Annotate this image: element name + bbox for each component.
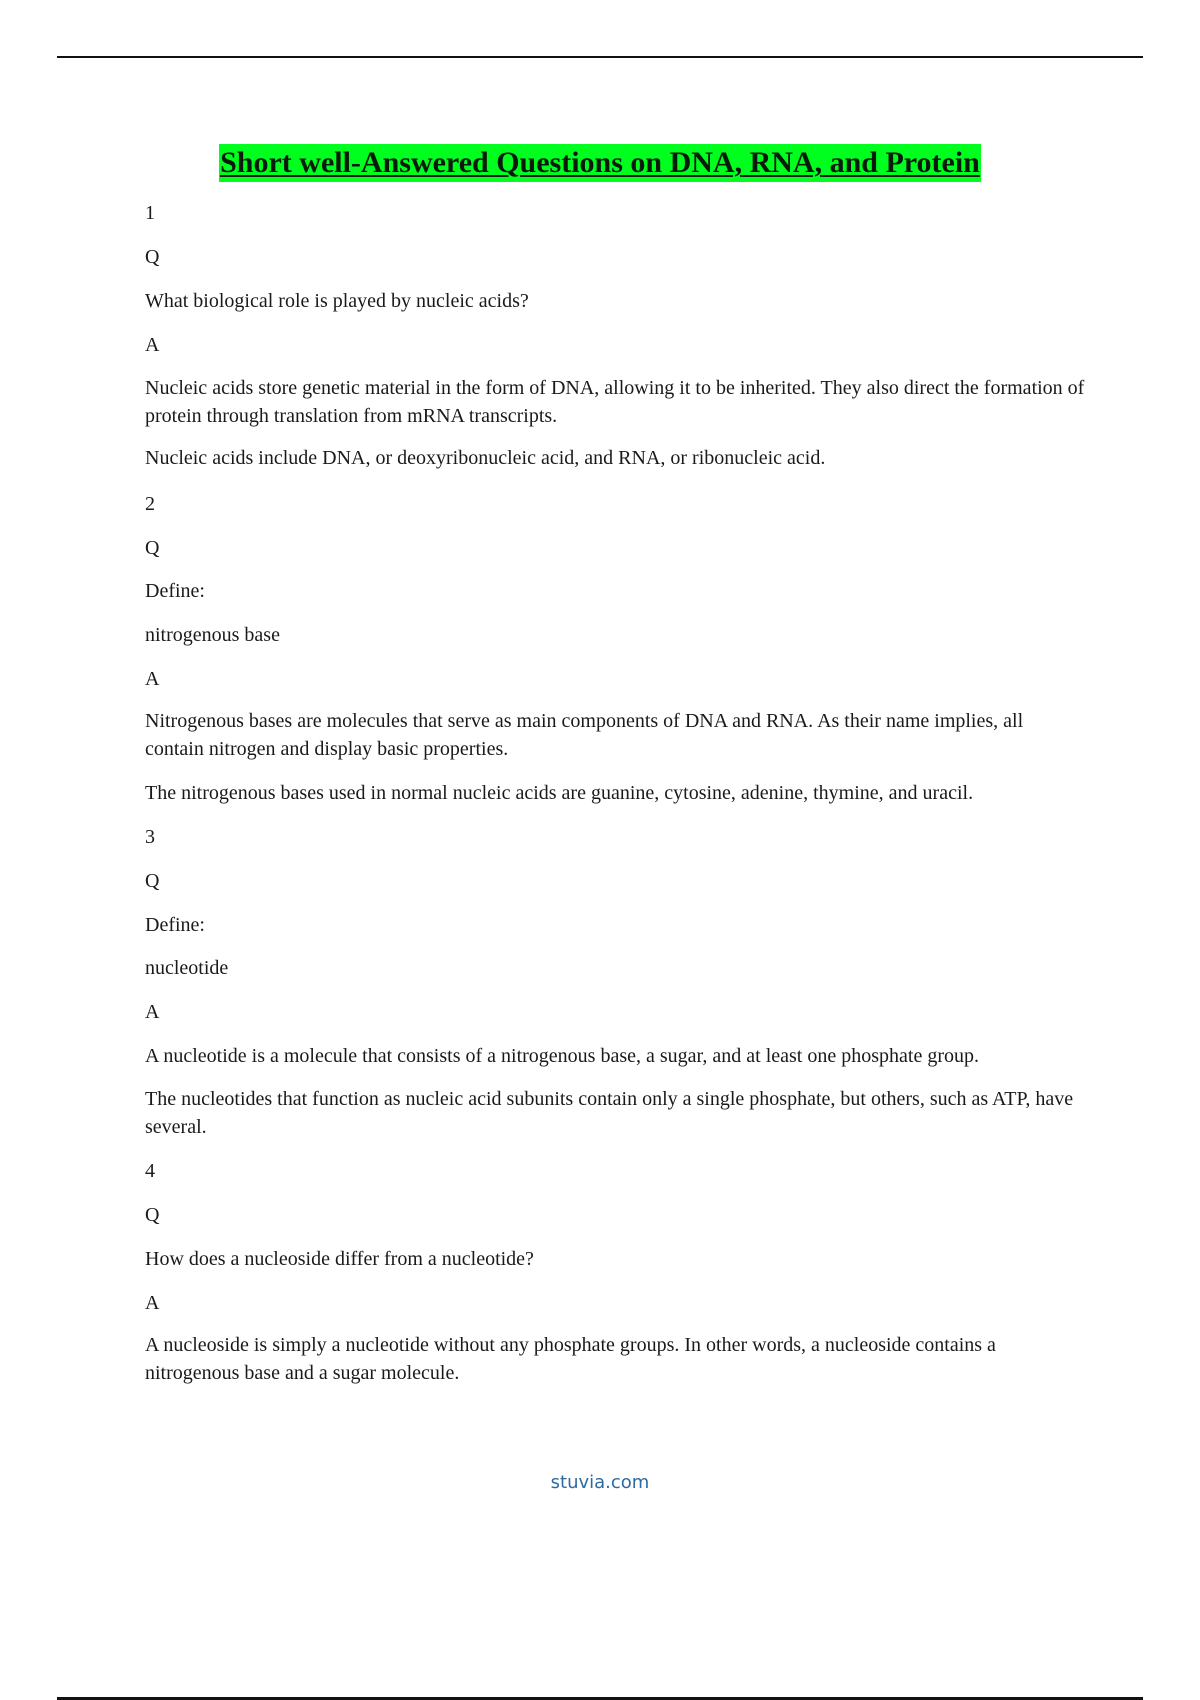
answer-label: A	[145, 1001, 160, 1023]
question-label: Q	[145, 246, 160, 268]
question-label: Q	[145, 870, 160, 892]
question-number: 1	[145, 202, 155, 224]
answer-paragraph: A nucleotide is a molecule that consists of a nitrogenous base, a sugar, and at least one phosphate group.	[145, 1045, 979, 1067]
question-number: 2	[145, 493, 155, 515]
answer-label: A	[145, 668, 160, 690]
question-text: Define:	[145, 914, 205, 936]
question-text: What biological role is played by nucleic acids?	[145, 290, 529, 312]
question-number: 4	[145, 1160, 155, 1182]
question-term: nitrogenous base	[145, 624, 280, 646]
answer-paragraph: The nitrogenous bases used in normal nucleic acids are guanine, cytosine, adenine, thymine, and uracil.	[145, 782, 974, 804]
answer-paragraph: Nucleic acids include DNA, or deoxyribonucleic acid, and RNA, or ribonucleic acid.	[145, 447, 826, 469]
page-title: Short well-Answered Questions on DNA, RNA, and Protein	[219, 144, 981, 182]
title-container	[0, 144, 1200, 182]
question-label: Q	[145, 537, 160, 559]
watermark-link[interactable]: stuvia.com	[550, 1472, 650, 1493]
answer-paragraph: Nucleic acids store genetic material in the form of DNA, allowing it to be inherited. They also direct the formation of protein through translation from mRNA transcripts.	[145, 377, 1085, 427]
question-text: Define:	[145, 580, 205, 602]
answer-label: A	[145, 1292, 160, 1314]
answer-paragraph: Nitrogenous bases are molecules that serve as main components of DNA and RNA. As their name implies, all contain nitrogen and display basic properties.	[145, 710, 1024, 760]
answer-label: A	[145, 334, 160, 356]
question-number: 3	[145, 826, 155, 848]
question-text: How does a nucleoside differ from a nucleotide?	[145, 1248, 534, 1270]
top-rule	[57, 56, 1143, 58]
question-label: Q	[145, 1204, 160, 1226]
question-term: nucleotide	[145, 957, 229, 979]
answer-paragraph: A nucleoside is simply a nucleotide without any phosphate groups. In other words, a nucleoside contains a nitrogenous base and a sugar molecule.	[145, 1334, 996, 1384]
answer-paragraph: The nucleotides that function as nucleic acid subunits contain only a single phosphate, but others, such as ATP, have several.	[145, 1088, 1074, 1138]
